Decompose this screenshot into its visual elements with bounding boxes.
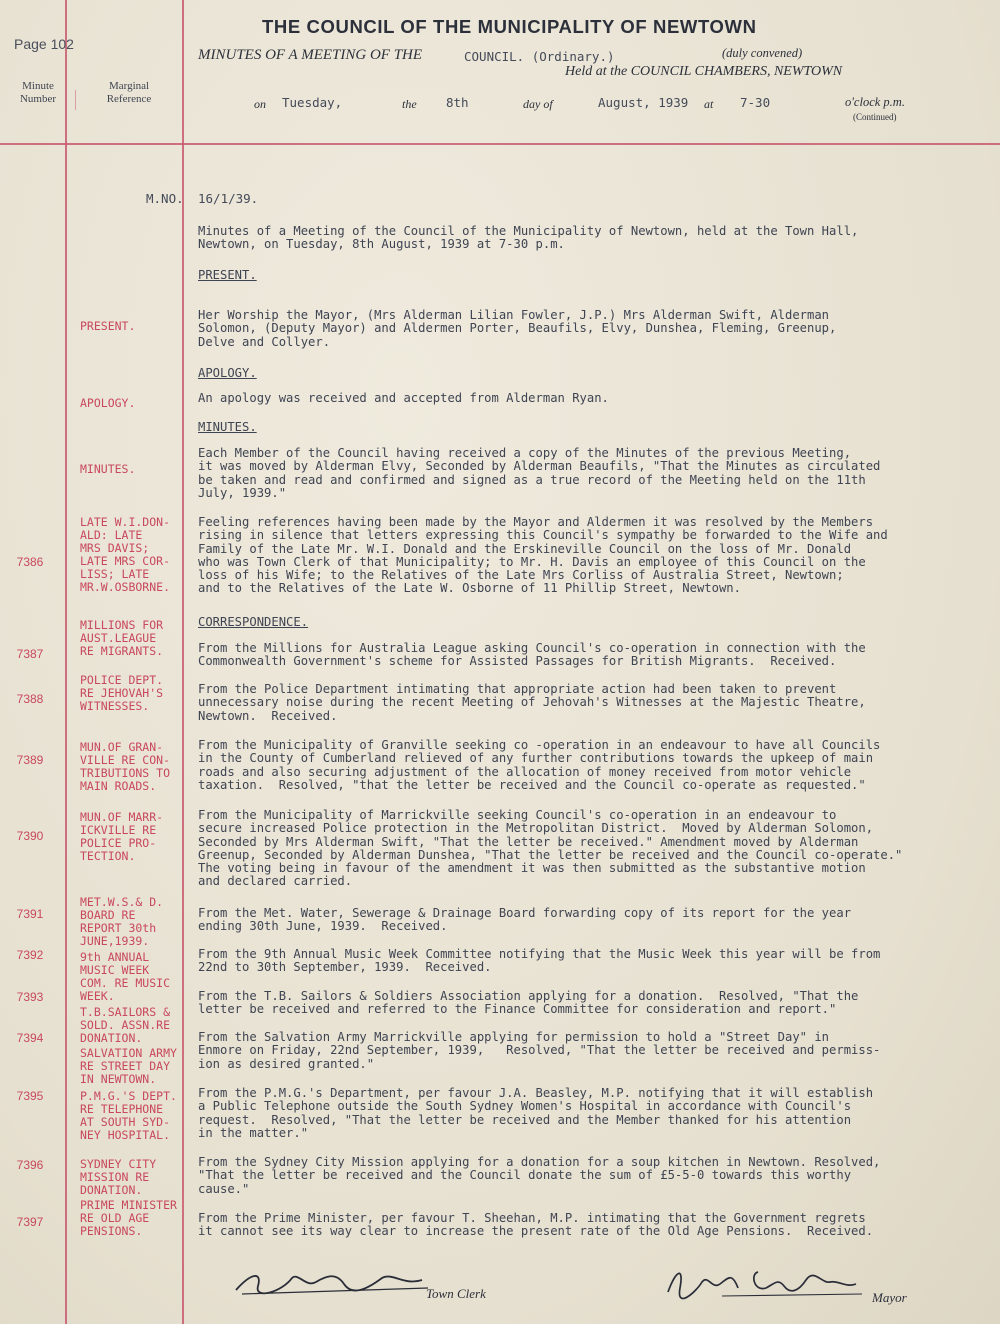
duly-convened-label: (duly convened) [722, 46, 803, 60]
held-at-label: Held at the COUNCIL CHAMBERS, NEWTOWN [565, 64, 843, 79]
minute-number-7390: 7390 [16, 829, 44, 843]
meeting-time: 7-30 [740, 95, 771, 110]
ref-7392: 9th ANNUAL MUSIC WEEK COM. RE MUSIC WEEK. [80, 950, 171, 1003]
minute-number-7397: 7397 [16, 1215, 44, 1229]
heading-correspondence: CORRESPONDENCE. [198, 615, 309, 629]
minutes-of-label: MINUTES OF A MEETING OF THE [198, 47, 423, 63]
mayor-label: Mayor [872, 1290, 907, 1305]
entry-7397-text: From the Prime Minister, per favour T. Sheehan, M.P. intimating that the Government regrets it cannot see its way clear to increase the present rate of the Old Age Pensions. Received. [198, 1211, 874, 1239]
ref-7395: P.M.G.'S DEPT. RE TELEPHONE AT SOUTH SYD- NEY HOSPITAL. [80, 1089, 177, 1142]
entry-minutes-text: Each Member of the Council having received a copy of the Minutes of the previous Meeting, it was moved by Alderman Elvy, Seconded by Alderman Beaufils, "That the Minutes as circulated be taken and read and confirmed and signed as a true record of the Meeting held on the 11th July, 1939." [198, 446, 881, 500]
minute-number-7393: 7393 [16, 990, 44, 1004]
minute-number-7395: 7395 [16, 1089, 44, 1103]
minute-number-7391: 7391 [16, 907, 44, 921]
meeting-day: 8th [446, 95, 469, 110]
minute-number-7388: 7388 [16, 692, 44, 706]
mno-label: M.NO. [146, 191, 184, 206]
marginal-reference-column-header: Marginal Reference [106, 80, 152, 105]
continued-label: (Continued) [853, 112, 897, 122]
meeting-month-year: August, 1939 [598, 95, 689, 110]
ref-7397: PRIME MINISTER RE OLD AGE PENSIONS. [80, 1198, 177, 1238]
entry-7387-text: From the Millions for Australia League asking Council's co-operation in connection with the Commonwealth Government's scheme for Assisted Passages for British Migrants. Received. [198, 641, 866, 669]
header-rule [0, 143, 1000, 145]
document-title: THE COUNCIL OF THE MUNICIPALITY OF NEWTOWN [262, 16, 757, 37]
ref-7386: LATE W.I.DON- ALD: LATE MRS DAVIS; LATE MRS COR- LISS; LATE MR.W.OSBORNE. [80, 515, 171, 594]
entry-7394-text: From the Salvation Army Marrickville applying for permission to hold a "Street Day" in Enmore on Friday, 22nd September, 1939, Resolved, "That the letter be received and permiss- ion as desired granted." [198, 1030, 881, 1071]
minute-number-7389: 7389 [16, 753, 44, 767]
entry-7388-text: From the Police Department intimating that appropriate action had been taken to prevent unnecessary noise during the recent Meeting of Jehovah's Witnesses at the Majestic Theatre, Newtown. Received. [198, 682, 866, 723]
intro-paragraph: Minutes of a Meeting of the Council of the Municipality of Newtown, held at the Town Hall, Newtown, on Tuesday, 8th August, 1939 at 7-30 p.m. [198, 224, 859, 252]
ref-apology: APOLOGY. [80, 396, 136, 410]
minute-number-7387: 7387 [16, 647, 44, 661]
mayor-signature [662, 1262, 862, 1302]
meeting-weekday: Tuesday, [282, 95, 343, 110]
on-label: on [254, 97, 266, 111]
minute-number-7386: 7386 [16, 555, 44, 569]
ref-7396: SYDNEY CITY MISSION RE DONATION. [80, 1157, 157, 1197]
minute-number-7396: 7396 [16, 1158, 44, 1172]
meeting-type: COUNCIL. (Ordinary.) [464, 49, 615, 64]
minute-number-column-header: Minute Number [19, 80, 57, 105]
ref-7394: SALVATION ARMY RE STREET DAY IN NEWTOWN. [80, 1046, 177, 1086]
entry-7391-text: From the Met. Water, Sewerage & Drainage Board forwarding copy of its report for the year ending 30th June, 1939. Received. [198, 906, 852, 934]
town-clerk-label: Town Clerk [426, 1286, 486, 1301]
entry-7392-text: From the 9th Annual Music Week Committee notifying that the Music Week this year will be from 22nd to 30th September, 1939. Received. [198, 947, 881, 975]
town-clerk-signature [232, 1268, 432, 1298]
at-label: at [704, 97, 714, 111]
entry-7396-text: From the Sydney City Mission applying for a donation for a soup kitchen in Newtown. Resolved, "That the letter be received and the Council donate the sum of £5-5-0 towards this worthy cause." [198, 1155, 881, 1196]
ref-7390: MUN.OF MARR- ICKVILLE RE POLICE PRO- TECTION. [80, 810, 164, 863]
entry-7395-text: From the P.M.G.'s Department, per favour J.A. Beasley, M.P. notifying that it will establish a Public Telephone outside the South Sydney Women's Hospital in accordance with Council's request. Resolved, "That the letter be received and the Member thanked for his attention in the matter." [198, 1086, 874, 1140]
column-divider-tick [75, 90, 76, 110]
entry-7393-text: From the T.B. Sailors & Soldiers Association applying for a donation. Resolved, "That the letter be received and referred to the Finance Committee for consideration and report." [198, 989, 859, 1017]
entry-7390-text: From the Municipality of Marrickville seeking Council's co-operation in an endeavour to secure increased Police protection in the Metropolitan District. Moved by Alderman Solomon, Seconded by Mrs Alderman Swift, "That the letter be received." Amendment moved by Alderman Greenup, Seconded by Alderman Dunshea, "That the letter be received and the Council co-operate." The voting being in favour of the amendment it was then submitted as the substantive motion and declared carried. [198, 808, 903, 889]
entry-7389-text: From the Municipality of Granville seeking co -operation in an endeavour to have all Councils in the County of Cumberland relieved of any further contributions towards the upkeep of main roads and also securing adjustment of the allocation of money received from motor vehicle taxation. Resolved, "that the letter be received and the Council co-operate as requested." [198, 738, 881, 792]
ref-7389: MUN.OF GRAN- VILLE RE CON- TRIBUTIONS TO MAIN ROADS. [80, 740, 171, 793]
ref-minutes: MINUTES. [80, 462, 136, 476]
minute-number-rule [65, 0, 67, 1324]
mno-value: 16/1/39. [198, 191, 259, 206]
minute-number-7392: 7392 [16, 948, 44, 962]
ref-7391: MET.W.S.& D. BOARD RE REPORT 30th JUNE,1939. [80, 895, 164, 948]
ref-present: PRESENT. [80, 319, 136, 333]
heading-minutes: MINUTES. [198, 420, 257, 434]
entry-7386-text: Feeling references having been made by the Mayor and Aldermen it was resolved by the Members rising in silence that letters expressing this Council's sympathy be forwarded to the Wife and Family of the Late Mr. W.I. Donald and the Erskineville Council on the loss of Mr. Donald who was Town Clerk of that Municipality; to Mr. H. Davis an employee of this Council on the loss of his Wife; to the Relatives of the Late Mrs Corliss of Australia Street, Newtown; and to the Relatives of the Late W. Osborne of 11 Phillip Street, Newtown. [198, 515, 888, 596]
entry-present-text: Her Worship the Mayor, (Mrs Alderman Lilian Fowler, J.P.) Mrs Alderman Swift, Alderman Solomon, (Deputy Mayor) and Aldermen Porter, Beaufils, Elvy, Dunshea, Fleming, Greenup, Delve and Collyer. [198, 308, 837, 349]
the-label: the [402, 97, 417, 111]
entry-apology-text: An apology was received and accepted from Alderman Ryan. [198, 391, 609, 405]
ref-7393: T.B.SAILORS & SOLD. ASSN.RE DONATION. [80, 1005, 171, 1045]
heading-apology: APOLOGY. [198, 366, 257, 380]
heading-present: PRESENT. [198, 268, 257, 282]
minute-number-7394: 7394 [16, 1031, 44, 1045]
ref-7388: POLICE DEPT. RE JEHOVAH'S WITNESSES. [80, 673, 164, 713]
day-of-label: day of [523, 97, 553, 111]
oclock-label: o'clock p.m. [845, 95, 905, 109]
ref-7387: MILLIONS FOR AUST.LEAGUE RE MIGRANTS. [80, 618, 164, 658]
page-number: Page 102 [14, 36, 74, 52]
